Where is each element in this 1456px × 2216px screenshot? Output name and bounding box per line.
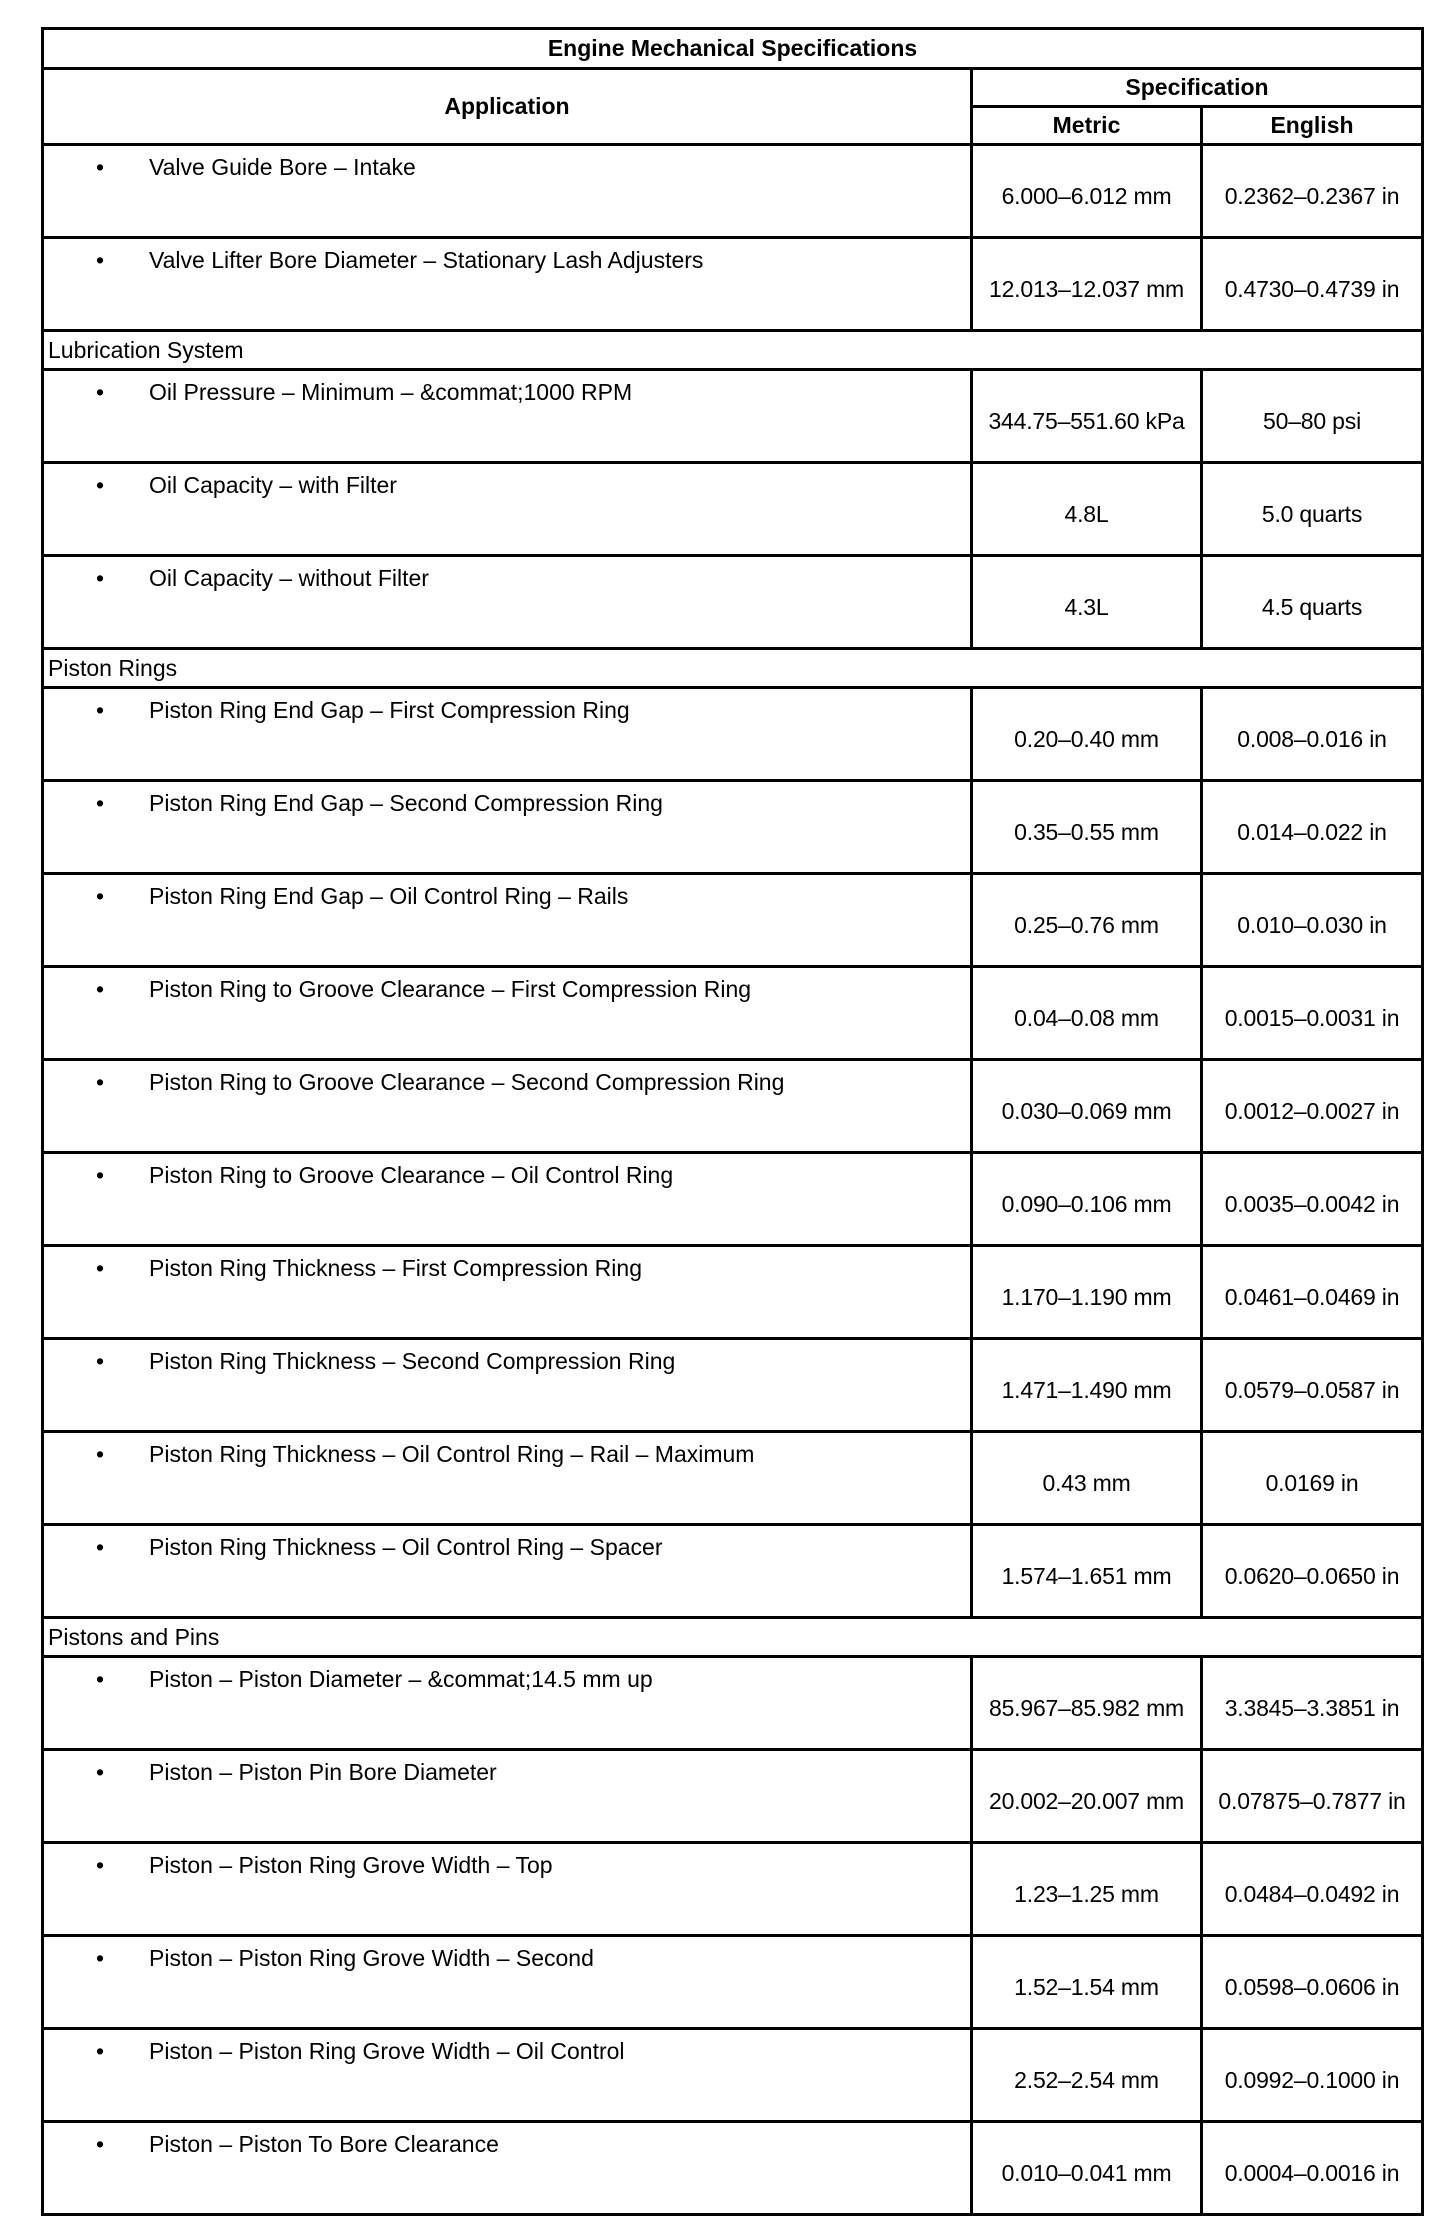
application-text: Oil Capacity – without Filter bbox=[149, 565, 429, 591]
metric-value: 4.8L bbox=[972, 463, 1202, 556]
metric-value: 0.43 mm bbox=[972, 1432, 1202, 1525]
metric-value: 0.20–0.40 mm bbox=[972, 688, 1202, 781]
bullet-icon: • bbox=[96, 790, 105, 816]
bullet-icon: • bbox=[96, 1348, 105, 1374]
table-row bbox=[43, 874, 1423, 967]
application-cell bbox=[43, 2029, 972, 2122]
english-value: 0.0169 in bbox=[1202, 1432, 1423, 1525]
application-cell bbox=[43, 1525, 972, 1618]
table-row bbox=[43, 1153, 1423, 1246]
application-text: Piston – Piston To Bore Clearance bbox=[149, 2131, 499, 2157]
application-cell bbox=[43, 463, 972, 556]
english-value: 0.014–0.022 in bbox=[1202, 781, 1423, 874]
english-value: 0.07875–0.7877 in bbox=[1202, 1750, 1423, 1843]
bullet-icon: • bbox=[96, 1069, 105, 1095]
application-cell bbox=[43, 1750, 972, 1843]
bullet-icon: • bbox=[96, 1666, 105, 1692]
bullet-icon: • bbox=[96, 2131, 105, 2157]
section-row bbox=[43, 331, 1423, 370]
application-cell bbox=[43, 556, 972, 649]
english-value: 50–80 psi bbox=[1202, 370, 1423, 463]
bullet-icon: • bbox=[96, 2038, 105, 2064]
application-cell bbox=[43, 1339, 972, 1432]
bullet-icon: • bbox=[96, 697, 105, 723]
table-row bbox=[43, 556, 1423, 649]
bullet-icon: • bbox=[96, 1759, 105, 1785]
table-row bbox=[43, 688, 1423, 781]
application-text: Piston – Piston Pin Bore Diameter bbox=[149, 1759, 497, 1785]
application-text: Piston – Piston Diameter – &commat;14.5 mm up bbox=[149, 1666, 653, 1692]
bullet-icon: • bbox=[96, 1255, 105, 1281]
application-cell bbox=[43, 1060, 972, 1153]
table-row bbox=[43, 1060, 1423, 1153]
english-value: 0.0004–0.0016 in bbox=[1202, 2122, 1423, 2215]
table-row bbox=[43, 463, 1423, 556]
metric-value: 4.3L bbox=[972, 556, 1202, 649]
table-row bbox=[43, 967, 1423, 1060]
application-text: Piston Ring Thickness – Oil Control Ring – Rail – Maximum bbox=[149, 1441, 755, 1467]
metric-value: 0.04–0.08 mm bbox=[972, 967, 1202, 1060]
application-text: Piston Ring Thickness – Second Compression Ring bbox=[149, 1348, 676, 1374]
application-text: Piston – Piston Ring Grove Width – Oil Control bbox=[149, 2038, 625, 2064]
english-value: 0.4730–0.4739 in bbox=[1202, 238, 1423, 331]
metric-value: 1.23–1.25 mm bbox=[972, 1843, 1202, 1936]
application-cell bbox=[43, 145, 972, 238]
application-cell bbox=[43, 238, 972, 331]
table-body bbox=[43, 145, 1423, 2215]
application-cell bbox=[43, 874, 972, 967]
table-row bbox=[43, 238, 1423, 331]
bullet-icon: • bbox=[96, 1441, 105, 1467]
table-row bbox=[43, 2122, 1423, 2215]
application-text: Piston Ring Thickness – Oil Control Ring – Spacer bbox=[149, 1534, 663, 1560]
application-text: Piston – Piston Ring Grove Width – Top bbox=[149, 1852, 553, 1878]
engine-spec-table bbox=[41, 27, 1424, 2216]
section-row bbox=[43, 649, 1423, 688]
application-cell bbox=[43, 1936, 972, 2029]
application-text: Piston Ring End Gap – Oil Control Ring – Rails bbox=[149, 883, 629, 909]
metric-value: 0.090–0.106 mm bbox=[972, 1153, 1202, 1246]
application-text: Oil Pressure – Minimum – &commat;1000 RPM bbox=[149, 379, 633, 405]
metric-value: 1.574–1.651 mm bbox=[972, 1525, 1202, 1618]
section-row bbox=[43, 1618, 1423, 1657]
metric-value: 6.000–6.012 mm bbox=[972, 145, 1202, 238]
table-row bbox=[43, 370, 1423, 463]
application-cell bbox=[43, 1432, 972, 1525]
english-value: 0.0035–0.0042 in bbox=[1202, 1153, 1423, 1246]
application-cell bbox=[43, 1153, 972, 1246]
application-text: Piston Ring to Groove Clearance – Second Compression Ring bbox=[149, 1069, 785, 1095]
bullet-icon: • bbox=[96, 154, 105, 180]
table-row bbox=[43, 781, 1423, 874]
english-value: 5.0 quarts bbox=[1202, 463, 1423, 556]
application-cell bbox=[43, 1657, 972, 1750]
header-metric: Metric bbox=[972, 107, 1202, 145]
application-cell bbox=[43, 781, 972, 874]
application-text: Piston Ring to Groove Clearance – First Compression Ring bbox=[149, 976, 752, 1002]
metric-value: 2.52–2.54 mm bbox=[972, 2029, 1202, 2122]
header-english: English bbox=[1202, 107, 1423, 145]
bullet-icon: • bbox=[96, 379, 105, 405]
english-value: 0.0992–0.1000 in bbox=[1202, 2029, 1423, 2122]
header-application: Application bbox=[43, 69, 972, 145]
table-row bbox=[43, 1657, 1423, 1750]
bullet-icon: • bbox=[96, 565, 105, 591]
english-value: 0.2362–0.2367 in bbox=[1202, 145, 1423, 238]
table-row bbox=[43, 1525, 1423, 1618]
metric-value: 0.010–0.041 mm bbox=[972, 2122, 1202, 2215]
metric-value: 0.030–0.069 mm bbox=[972, 1060, 1202, 1153]
bullet-icon: • bbox=[96, 883, 105, 909]
metric-value: 12.013–12.037 mm bbox=[972, 238, 1202, 331]
table-row bbox=[43, 1843, 1423, 1936]
metric-value: 1.471–1.490 mm bbox=[972, 1339, 1202, 1432]
english-value: 4.5 quarts bbox=[1202, 556, 1423, 649]
bullet-icon: • bbox=[96, 1162, 105, 1188]
application-text: Piston Ring to Groove Clearance – Oil Control Ring bbox=[149, 1162, 674, 1188]
application-text: Oil Capacity – with Filter bbox=[149, 472, 397, 498]
table-title: Engine Mechanical Specifications bbox=[43, 29, 1423, 69]
english-value: 0.0012–0.0027 in bbox=[1202, 1060, 1423, 1153]
english-value: 0.0015–0.0031 in bbox=[1202, 967, 1423, 1060]
application-text: Valve Guide Bore – Intake bbox=[149, 154, 416, 180]
bullet-icon: • bbox=[96, 247, 105, 273]
application-text: Piston Ring Thickness – First Compression Ring bbox=[149, 1255, 642, 1281]
table-row bbox=[43, 1936, 1423, 2029]
bullet-icon: • bbox=[96, 1852, 105, 1878]
application-text: Piston Ring End Gap – Second Compression Ring bbox=[149, 790, 663, 816]
english-value: 0.0461–0.0469 in bbox=[1202, 1246, 1423, 1339]
english-value: 0.010–0.030 in bbox=[1202, 874, 1423, 967]
application-text: Valve Lifter Bore Diameter – Stationary Lash Adjusters bbox=[149, 247, 704, 273]
metric-value: 1.52–1.54 mm bbox=[972, 1936, 1202, 2029]
application-text: Piston – Piston Ring Grove Width – Second bbox=[149, 1945, 594, 1971]
table-row bbox=[43, 145, 1423, 238]
english-value: 0.008–0.016 in bbox=[1202, 688, 1423, 781]
bullet-icon: • bbox=[96, 1945, 105, 1971]
bullet-icon: • bbox=[96, 976, 105, 1002]
english-value: 0.0484–0.0492 in bbox=[1202, 1843, 1423, 1936]
section-label: Lubrication System bbox=[43, 331, 1423, 370]
metric-value: 20.002–20.007 mm bbox=[972, 1750, 1202, 1843]
table-row bbox=[43, 1246, 1423, 1339]
application-cell bbox=[43, 967, 972, 1060]
metric-value: 85.967–85.982 mm bbox=[972, 1657, 1202, 1750]
english-value: 0.0579–0.0587 in bbox=[1202, 1339, 1423, 1432]
application-cell bbox=[43, 1843, 972, 1936]
application-cell bbox=[43, 688, 972, 781]
metric-value: 0.25–0.76 mm bbox=[972, 874, 1202, 967]
table-row bbox=[43, 1339, 1423, 1432]
section-label: Pistons and Pins bbox=[43, 1618, 1423, 1657]
metric-value: 344.75–551.60 kPa bbox=[972, 370, 1202, 463]
table-row bbox=[43, 1432, 1423, 1525]
application-cell bbox=[43, 370, 972, 463]
header-specification: Specification bbox=[972, 69, 1423, 107]
application-cell bbox=[43, 1246, 972, 1339]
table-row bbox=[43, 1750, 1423, 1843]
application-cell bbox=[43, 2122, 972, 2215]
section-label: Piston Rings bbox=[43, 649, 1423, 688]
bullet-icon: • bbox=[96, 1534, 105, 1560]
english-value: 0.0598–0.0606 in bbox=[1202, 1936, 1423, 2029]
metric-value: 1.170–1.190 mm bbox=[972, 1246, 1202, 1339]
application-text: Piston Ring End Gap – First Compression Ring bbox=[149, 697, 630, 723]
english-value: 0.0620–0.0650 in bbox=[1202, 1525, 1423, 1618]
metric-value: 0.35–0.55 mm bbox=[972, 781, 1202, 874]
english-value: 3.3845–3.3851 in bbox=[1202, 1657, 1423, 1750]
bullet-icon: • bbox=[96, 472, 105, 498]
table-row bbox=[43, 2029, 1423, 2122]
